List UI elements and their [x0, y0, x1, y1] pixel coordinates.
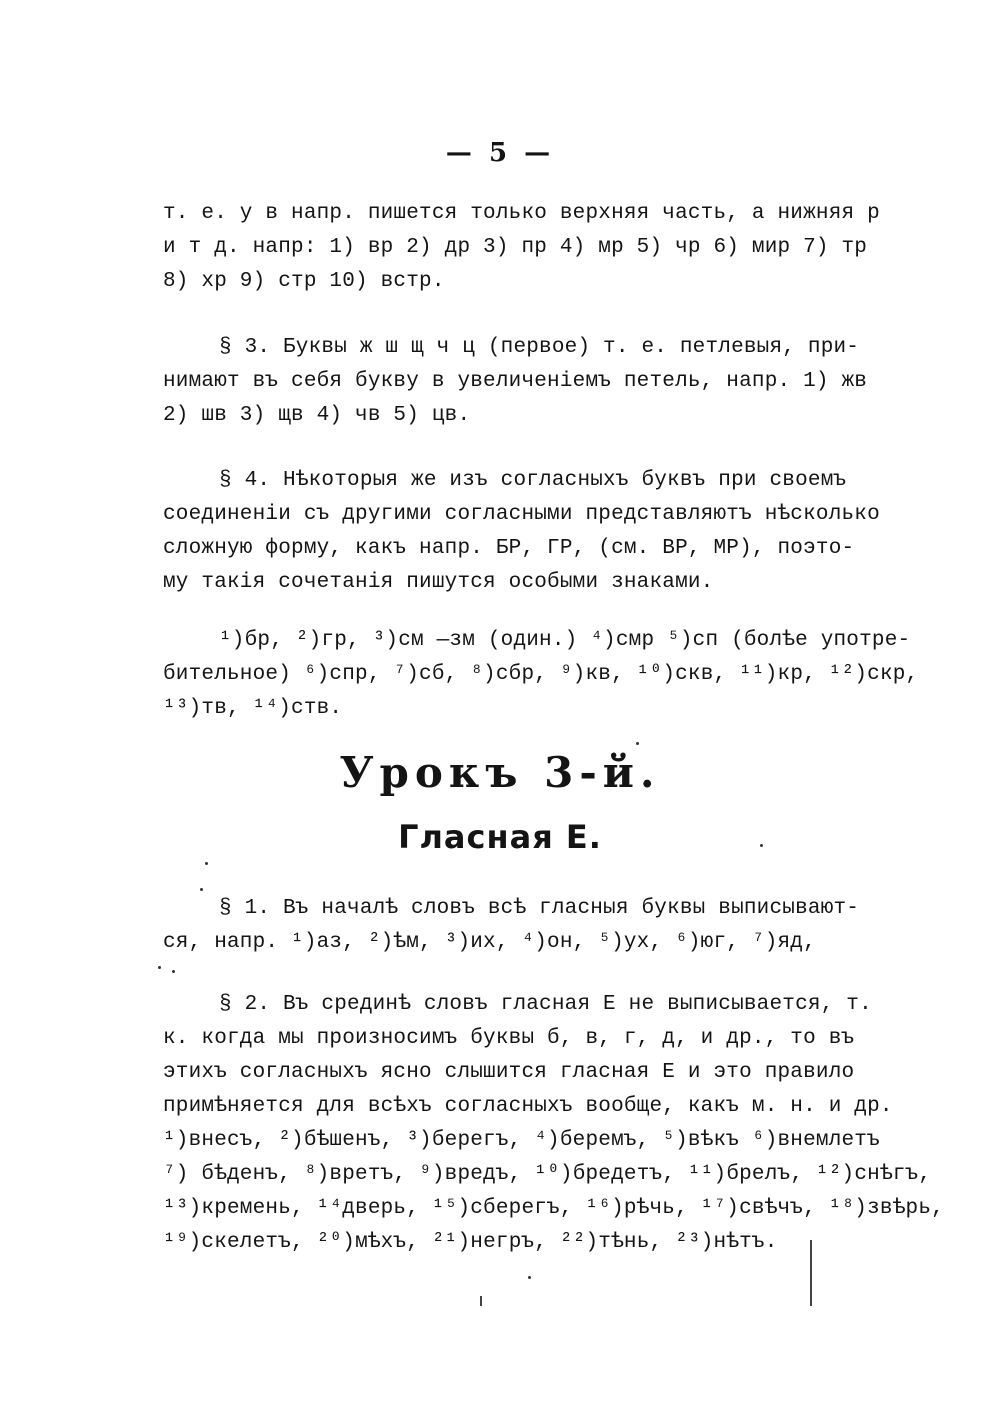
text-line: т. е. у в напр. пишется только верхняя часть, а нижняя р: [163, 202, 880, 225]
lesson-subtitle: Гласная Е.: [398, 818, 602, 856]
paragraph-section-4: [163, 464, 880, 600]
paragraph-lesson-section-2: [163, 988, 944, 1260]
text-line: ¹)внесъ, ²)бѣшенъ, ³)берегъ, ⁴)беремъ, ⁵)вѣкъ ⁶)внемлетъ: [163, 1129, 880, 1152]
text-line: ⁷) бѣденъ, ⁸)вретъ, ⁹)вредъ, ¹⁰)бредетъ, ¹¹)брелъ, ¹²)снѣгъ,: [163, 1163, 932, 1186]
text-line: к. когда мы произносимъ буквы б, в, г, д, и др., то въ: [163, 1027, 855, 1050]
continuation-paragraph: [163, 197, 880, 299]
text-line: 8) хр 9) стр 10) встр.: [163, 270, 445, 293]
scan-speck: [760, 844, 763, 847]
page-number: — 5 —: [445, 138, 555, 168]
combinations-list: [163, 624, 919, 726]
lesson-title: Урокъ 3-й.: [339, 748, 661, 797]
scan-speck: [205, 862, 208, 865]
text-line: ¹)бр, ²)гр, ³)см —зм (один.) ⁴)смр ⁵)сп (болѣе употре-: [219, 629, 911, 652]
scan-speck: [172, 970, 175, 973]
paragraph-lesson-section-1: [163, 892, 860, 960]
text-line: § 2. Въ срединѣ словъ гласная Е не выписывается, т.: [219, 993, 872, 1016]
text-line: ¹³)кремень, ¹⁴дверь, ¹⁵)сберегъ, ¹⁶)рѣчь, ¹⁷)свѣчъ, ¹⁸)звѣрь,: [163, 1197, 944, 1220]
paragraph-section-3: [163, 331, 868, 433]
text-line: му такiя сочетанiя пишутся особыми знаками.: [163, 571, 714, 594]
text-line: § 4. Нѣкоторыя же изъ согласныхъ буквъ при своемъ: [219, 469, 847, 492]
scan-scratch: [480, 1296, 482, 1306]
text-line: § 1. Въ началѣ словъ всѣ гласныя буквы выписывают-: [219, 897, 860, 920]
text-line: ся, напр. ¹)аз, ²)ѣм, ³)их, ⁴)он, ⁵)ух, ⁶)юг, ⁷)яд,: [163, 931, 816, 954]
scan-scratch: [810, 1240, 812, 1306]
text-line: бительное) ⁶)спр, ⁷)сб, ⁸)сбр, ⁹)кв, ¹⁰)скв, ¹¹)кр, ¹²)скр,: [163, 663, 919, 686]
text-line: примѣняется для всѣхъ согласныхъ вообще, какъ м. н. и др.: [163, 1095, 893, 1118]
text-line: этихъ согласныхъ ясно слышится гласная Е и это правило: [163, 1061, 855, 1084]
text-line: и т д. напр: 1) вр 2) др 3) пр 4) мр 5) чр 6) мир 7) тр: [163, 236, 868, 259]
text-line: ¹⁹)скелетъ, ²⁰)мѣхъ, ²¹)негръ, ²²)тѣнь, ²³)нѣтъ.: [163, 1231, 778, 1254]
scan-speck: [528, 1276, 531, 1279]
text-line: соединенiи съ другими согласными представляютъ нѣсколько: [163, 503, 880, 526]
text-line: ¹³)тв, ¹⁴)ств.: [163, 697, 343, 720]
scan-speck: [636, 742, 639, 745]
text-line: 2) шв 3) щв 4) чв 5) цв.: [163, 404, 471, 427]
text-line: нимают въ себя букву в увеличенiемъ петель, напр. 1) жв: [163, 370, 868, 393]
text-line: сложную форму, какъ напр. БР, ГР, (см. ВР, МР), поэто-: [163, 537, 855, 560]
scan-speck: [158, 966, 161, 969]
scan-speck: [200, 888, 203, 891]
text-line: § 3. Буквы ж ш щ ч ц (первое) т. е. петлевыя, при-: [219, 336, 860, 359]
